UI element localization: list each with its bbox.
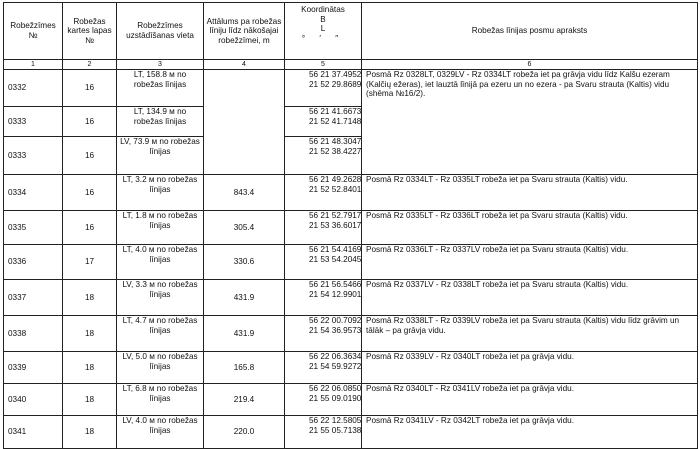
placement: LT, 4.7 м no robežas līnijas <box>117 316 204 352</box>
coord-b: 56 21 49.2628 <box>309 175 362 184</box>
distance: 165.8 <box>204 352 285 384</box>
placement: LT, 1.8 м no robežas līnijas <box>117 211 204 245</box>
coord-b: 56 22 12.5805 <box>309 416 362 425</box>
coord-b: 56 21 52.7917 <box>309 211 362 220</box>
marker-number: 0340 <box>4 384 63 416</box>
map-sheet: 16 <box>63 211 117 245</box>
table-row <box>4 211 698 245</box>
map-sheet: 18 <box>63 280 117 316</box>
distance: 843.4 <box>204 175 285 211</box>
distance: 305.4 <box>204 211 285 245</box>
coordinates <box>285 175 362 211</box>
placement: LT, 6.8 м no robežas līnijas <box>117 384 204 416</box>
distance-merged <box>204 70 285 175</box>
column-number: 4 <box>204 60 285 70</box>
description: Posmā Rz 0336LT - Rz 0337LV robeža iet pa Svaru strauta (Kaltis) vidu. <box>362 245 698 280</box>
marker-number: 0335 <box>4 211 63 245</box>
header-coordinates-b: B <box>320 14 326 24</box>
description-merged: Posmā Rz 0328LT, 0329LV - Rz 0334LT robeža iet pa grāvja vidu līdz Kalšu ezeram (Kalčių ežeras), iet lauztā līnijā pa ezeru un no ezera - pa Svaru strauta (Kaltis) vidu (shēma №16/2). <box>362 70 698 175</box>
map-sheet: 16 <box>63 70 117 107</box>
coord-l: 21 53 54.2045 <box>309 254 362 264</box>
coord-b: 56 22 06.0850 <box>309 384 362 393</box>
placement: LT, 3.2 м no robežas līnijas <box>117 175 204 211</box>
map-sheet: 17 <box>63 245 117 280</box>
coord-l: 21 54 12.9901 <box>309 289 362 299</box>
marker-number: 0336 <box>4 245 63 280</box>
table-row <box>4 316 698 352</box>
distance: 431.9 <box>204 316 285 352</box>
map-sheet: 18 <box>63 416 117 449</box>
description: Posmā Rz 0334LT - Rz 0335LT robeža iet pa Svaru strauta (Kaltis) vidu. <box>362 175 698 211</box>
map-sheet: 16 <box>63 107 117 137</box>
marker-number: 0333 <box>4 137 63 175</box>
placement: LV, 5.0 м no robežas līnijas <box>117 352 204 384</box>
table-row <box>4 416 698 449</box>
coord-b: 56 22 00.7092 <box>309 316 362 325</box>
map-sheet: 16 <box>63 175 117 211</box>
coord-b: 56 21 41.6673 <box>309 107 362 116</box>
column-number: 3 <box>117 60 204 70</box>
coord-l: 21 53 36.6017 <box>309 220 362 230</box>
coord-b: 56 22 06.3634 <box>309 352 362 361</box>
map-sheet: 16 <box>63 137 117 175</box>
coord-b: 56 21 37.4952 <box>309 70 362 79</box>
coord-l: 21 55 05.7138 <box>309 425 362 435</box>
header-map-sheet: Robežas kartes lapas № <box>63 3 117 60</box>
column-number-row <box>4 60 698 70</box>
header-coordinates-title: Koordinātas <box>301 5 345 14</box>
map-sheet: 18 <box>63 316 117 352</box>
coord-l: 21 52 52.8401 <box>309 184 362 194</box>
description: Posmā Rz 0340LT - Rz 0341LV robeža iet pa grāvja vidu. <box>362 384 698 416</box>
description: Posmā Rz 0337LV - Rz 0338LT robeža iet pa Svaru strauta (Kaltis) vidu. <box>362 280 698 316</box>
coord-l: 21 54 36.9573 <box>309 325 362 335</box>
marker-number: 0339 <box>4 352 63 384</box>
marker-number: 0337 <box>4 280 63 316</box>
placement: LT, 134.9 м no robežas līnijas <box>117 107 204 137</box>
table-row <box>4 384 698 416</box>
marker-number: 0338 <box>4 316 63 352</box>
header-description: Robežas līnijas posmu apraksts <box>362 3 698 60</box>
marker-number: 0332 <box>4 70 63 107</box>
map-sheet: 18 <box>63 384 117 416</box>
coord-b: 56 21 54.4169 <box>309 245 362 254</box>
table-header-row <box>4 3 698 60</box>
column-number: 1 <box>4 60 63 70</box>
column-number: 5 <box>285 60 362 70</box>
coordinates <box>285 316 362 352</box>
table-row <box>4 245 698 280</box>
marker-number: 0341 <box>4 416 63 449</box>
header-coordinates-l: L <box>320 24 326 34</box>
header-coordinates <box>285 3 362 60</box>
coord-l: 21 52 41.7148 <box>309 116 362 126</box>
header-distance: Attālums pa robežas līniju līdz nākošajai robežzīmei, m <box>204 3 285 60</box>
distance: 330.6 <box>204 245 285 280</box>
marker-number: 0333 <box>4 107 63 137</box>
table-row <box>4 352 698 384</box>
coordinates <box>285 384 362 416</box>
column-number: 6 <box>362 60 698 70</box>
marker-number: 0334 <box>4 175 63 211</box>
coord-l: 21 52 29.8689 <box>309 79 362 89</box>
description: Posmā Rz 0335LT - Rz 0336LT robeža iet pa Svaru strauta (Kaltis) vidu. <box>362 211 698 245</box>
coord-l: 21 55 09.0190 <box>309 393 362 403</box>
coordinates <box>285 211 362 245</box>
coordinates <box>285 245 362 280</box>
boundary-table <box>3 2 698 449</box>
coordinates <box>285 280 362 316</box>
placement: LT, 4.0 м no robežas līnijas <box>117 245 204 280</box>
table-row <box>4 70 698 107</box>
placement: LV, 3.3 м no robežas līnijas <box>117 280 204 316</box>
coordinates <box>285 107 362 137</box>
placement: LV, 73.9 м no robežas līnijas <box>117 137 204 175</box>
header-coordinates-units: ° ′ ″ <box>301 33 345 43</box>
coordinates <box>285 137 362 175</box>
coord-b: 56 21 48.3047 <box>309 137 362 146</box>
description: Posmā Rz 0339LV - Rz 0340LT robeža iet pa grāvja vidu. <box>362 352 698 384</box>
description: Posmā Rz 0338LT - Rz 0339LV robeža iet pa Svaru strauta (Kaltis) vidu līdz grāvim un tālāk – pa grāvja vidu. <box>362 316 698 352</box>
description: Posmā Rz 0341LV - Rz 0342LT robeža iet pa grāvja vidu. <box>362 416 698 449</box>
coord-l: 21 54 59.9272 <box>309 361 362 371</box>
coordinates <box>285 416 362 449</box>
coord-l: 21 52 38.4227 <box>309 146 362 156</box>
placement: LT, 158.8 м no robežas līnijas <box>117 70 204 107</box>
header-marker-number: Robežzīmes № <box>4 3 63 60</box>
distance: 220.0 <box>204 416 285 449</box>
distance: 431.9 <box>204 280 285 316</box>
header-placement: Robežzīmes uzstādīšanas vieta <box>117 3 204 60</box>
coordinates <box>285 352 362 384</box>
table-row <box>4 175 698 211</box>
map-sheet: 18 <box>63 352 117 384</box>
coord-b: 56 21 56.5466 <box>309 280 362 289</box>
coordinates <box>285 70 362 107</box>
distance: 219.4 <box>204 384 285 416</box>
placement: LV, 4.0 м no robežas līnijas <box>117 416 204 449</box>
column-number: 2 <box>63 60 117 70</box>
table-row <box>4 280 698 316</box>
